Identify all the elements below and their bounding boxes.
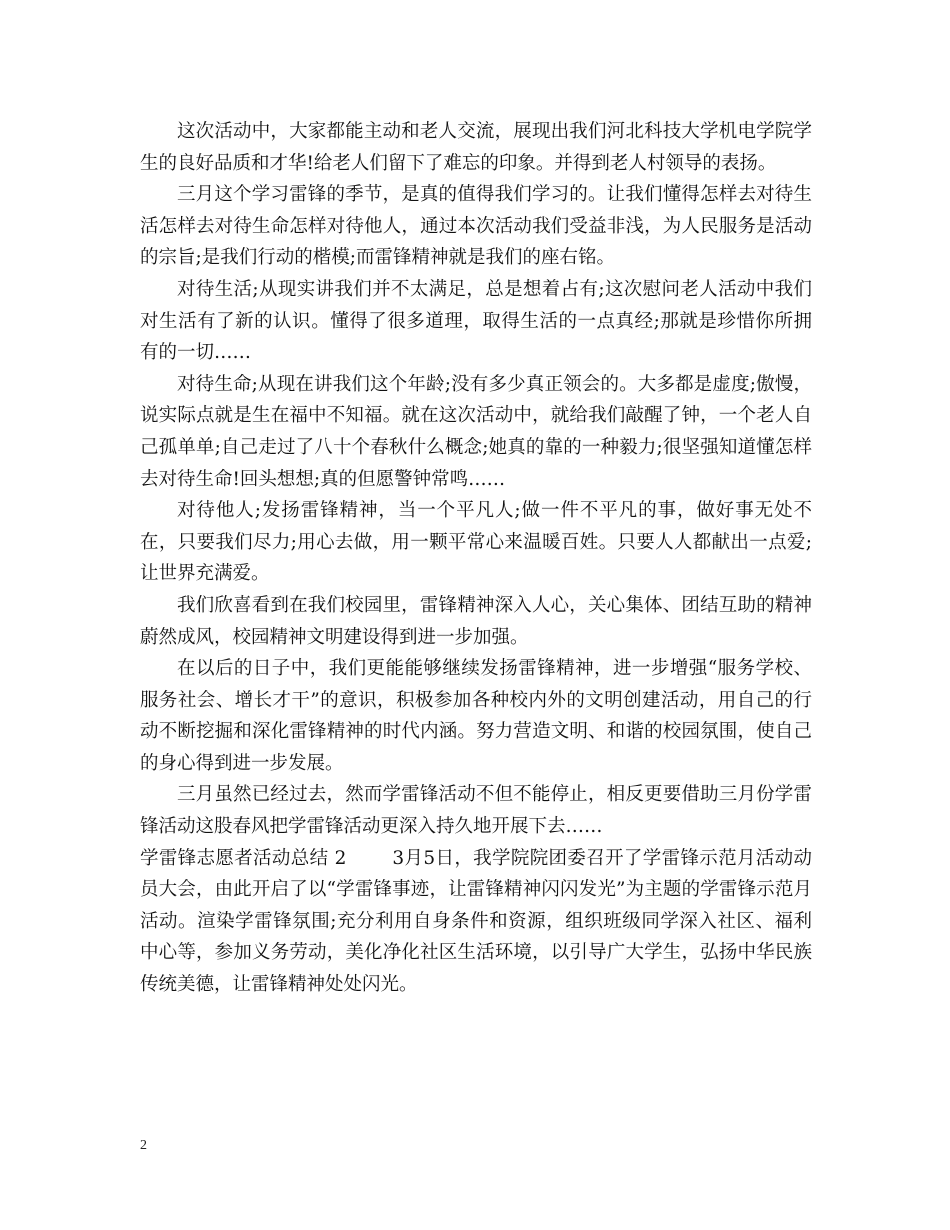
paragraph: 对待生命;从现在讲我们这个年龄;没有多少真正领会的。大多都是虚度;傲慢，说实际点就是生在福中不知福。就在这次活动中，就给我们敲醒了钟，一个老人自己孤单单;自己走过了八十个春秋什么概念;她真的靠的一种毅力;很坚强知道懂怎样去对待生命!回头想想;真的但愿警钟常鸣…… (140, 373, 812, 490)
summary-title: 学雷锋志愿者活动总结 2 (140, 847, 347, 869)
summary-paragraph (140, 843, 812, 1001)
paragraph: 这次活动中，大家都能主动和老人交流，展现出我们河北科技大学机电学院学生的良好品质和才华!给老人们留下了难忘的印象。并得到老人村领导的表扬。 (140, 121, 812, 174)
page-number: 2 (140, 1138, 147, 1153)
document-body (140, 116, 812, 1001)
paragraph: 对待生活;从现实讲我们并不太满足，总是想着占有;这次慰问老人活动中我们对生活有了新的认识。懂得了很多道理，取得生活的一点真经;那就是珍惜你所拥有的一切…… (140, 278, 812, 364)
paragraph: 对待他人;发扬雷锋精神，当一个平凡人;做一件不平凡的事，做好事无处不在，只要我们尽力;用心去做，用一颗平常心来温暖百姓。只要人人都献出一点爱;让世界充满爱。 (140, 500, 812, 585)
paragraph: 在以后的日子中，我们更能能够继续发扬雷锋精神，进一步增强“服务学校、服务社会、增长才干”的意识，积极参加各种校内外的文明创建活动，用自己的行动不断挖掘和深化雷锋精神的时代内涵。努力营造文明、和谐的校园氛围，使自己的身心得到进一步发展。 (140, 658, 812, 774)
summary-body: 3月5日，我学院院团委召开了学雷锋示范月活动动员大会，由此开启了以“学雷锋事迹，让雷锋精神闪闪发光”为主题的学雷锋示范月活动。渲染学雷锋氛围;充分利用自身条件和资源，组织班级同学深入社区、福利中心等，参加义务劳动，美化净化社区生活环境，以引导广大学生，弘扬中华民族传统美德，让雷锋精神处处闪光。 (140, 847, 812, 996)
paragraph: 三月虽然已经过去，然而学雷锋活动不但不能停止，相反更要借助三月份学雷锋活动这股春风把学雷锋活动更深入持久地开展下去…… (140, 784, 812, 838)
paragraph: 三月这个学习雷锋的季节，是真的值得我们学习的。让我们懂得怎样去对待生活怎样去对待生命怎样对待他人，通过本次活动我们受益非浅，为人民服务是活动的宗旨;是我们行动的楷模;而雷锋精神就是我们的座右铭。 (140, 184, 812, 269)
paragraph: 我们欣喜看到在我们校园里，雷锋精神深入人心，关心集体、团结互助的精神蔚然成风，校园精神文明建设得到进一步加强。 (140, 594, 812, 648)
